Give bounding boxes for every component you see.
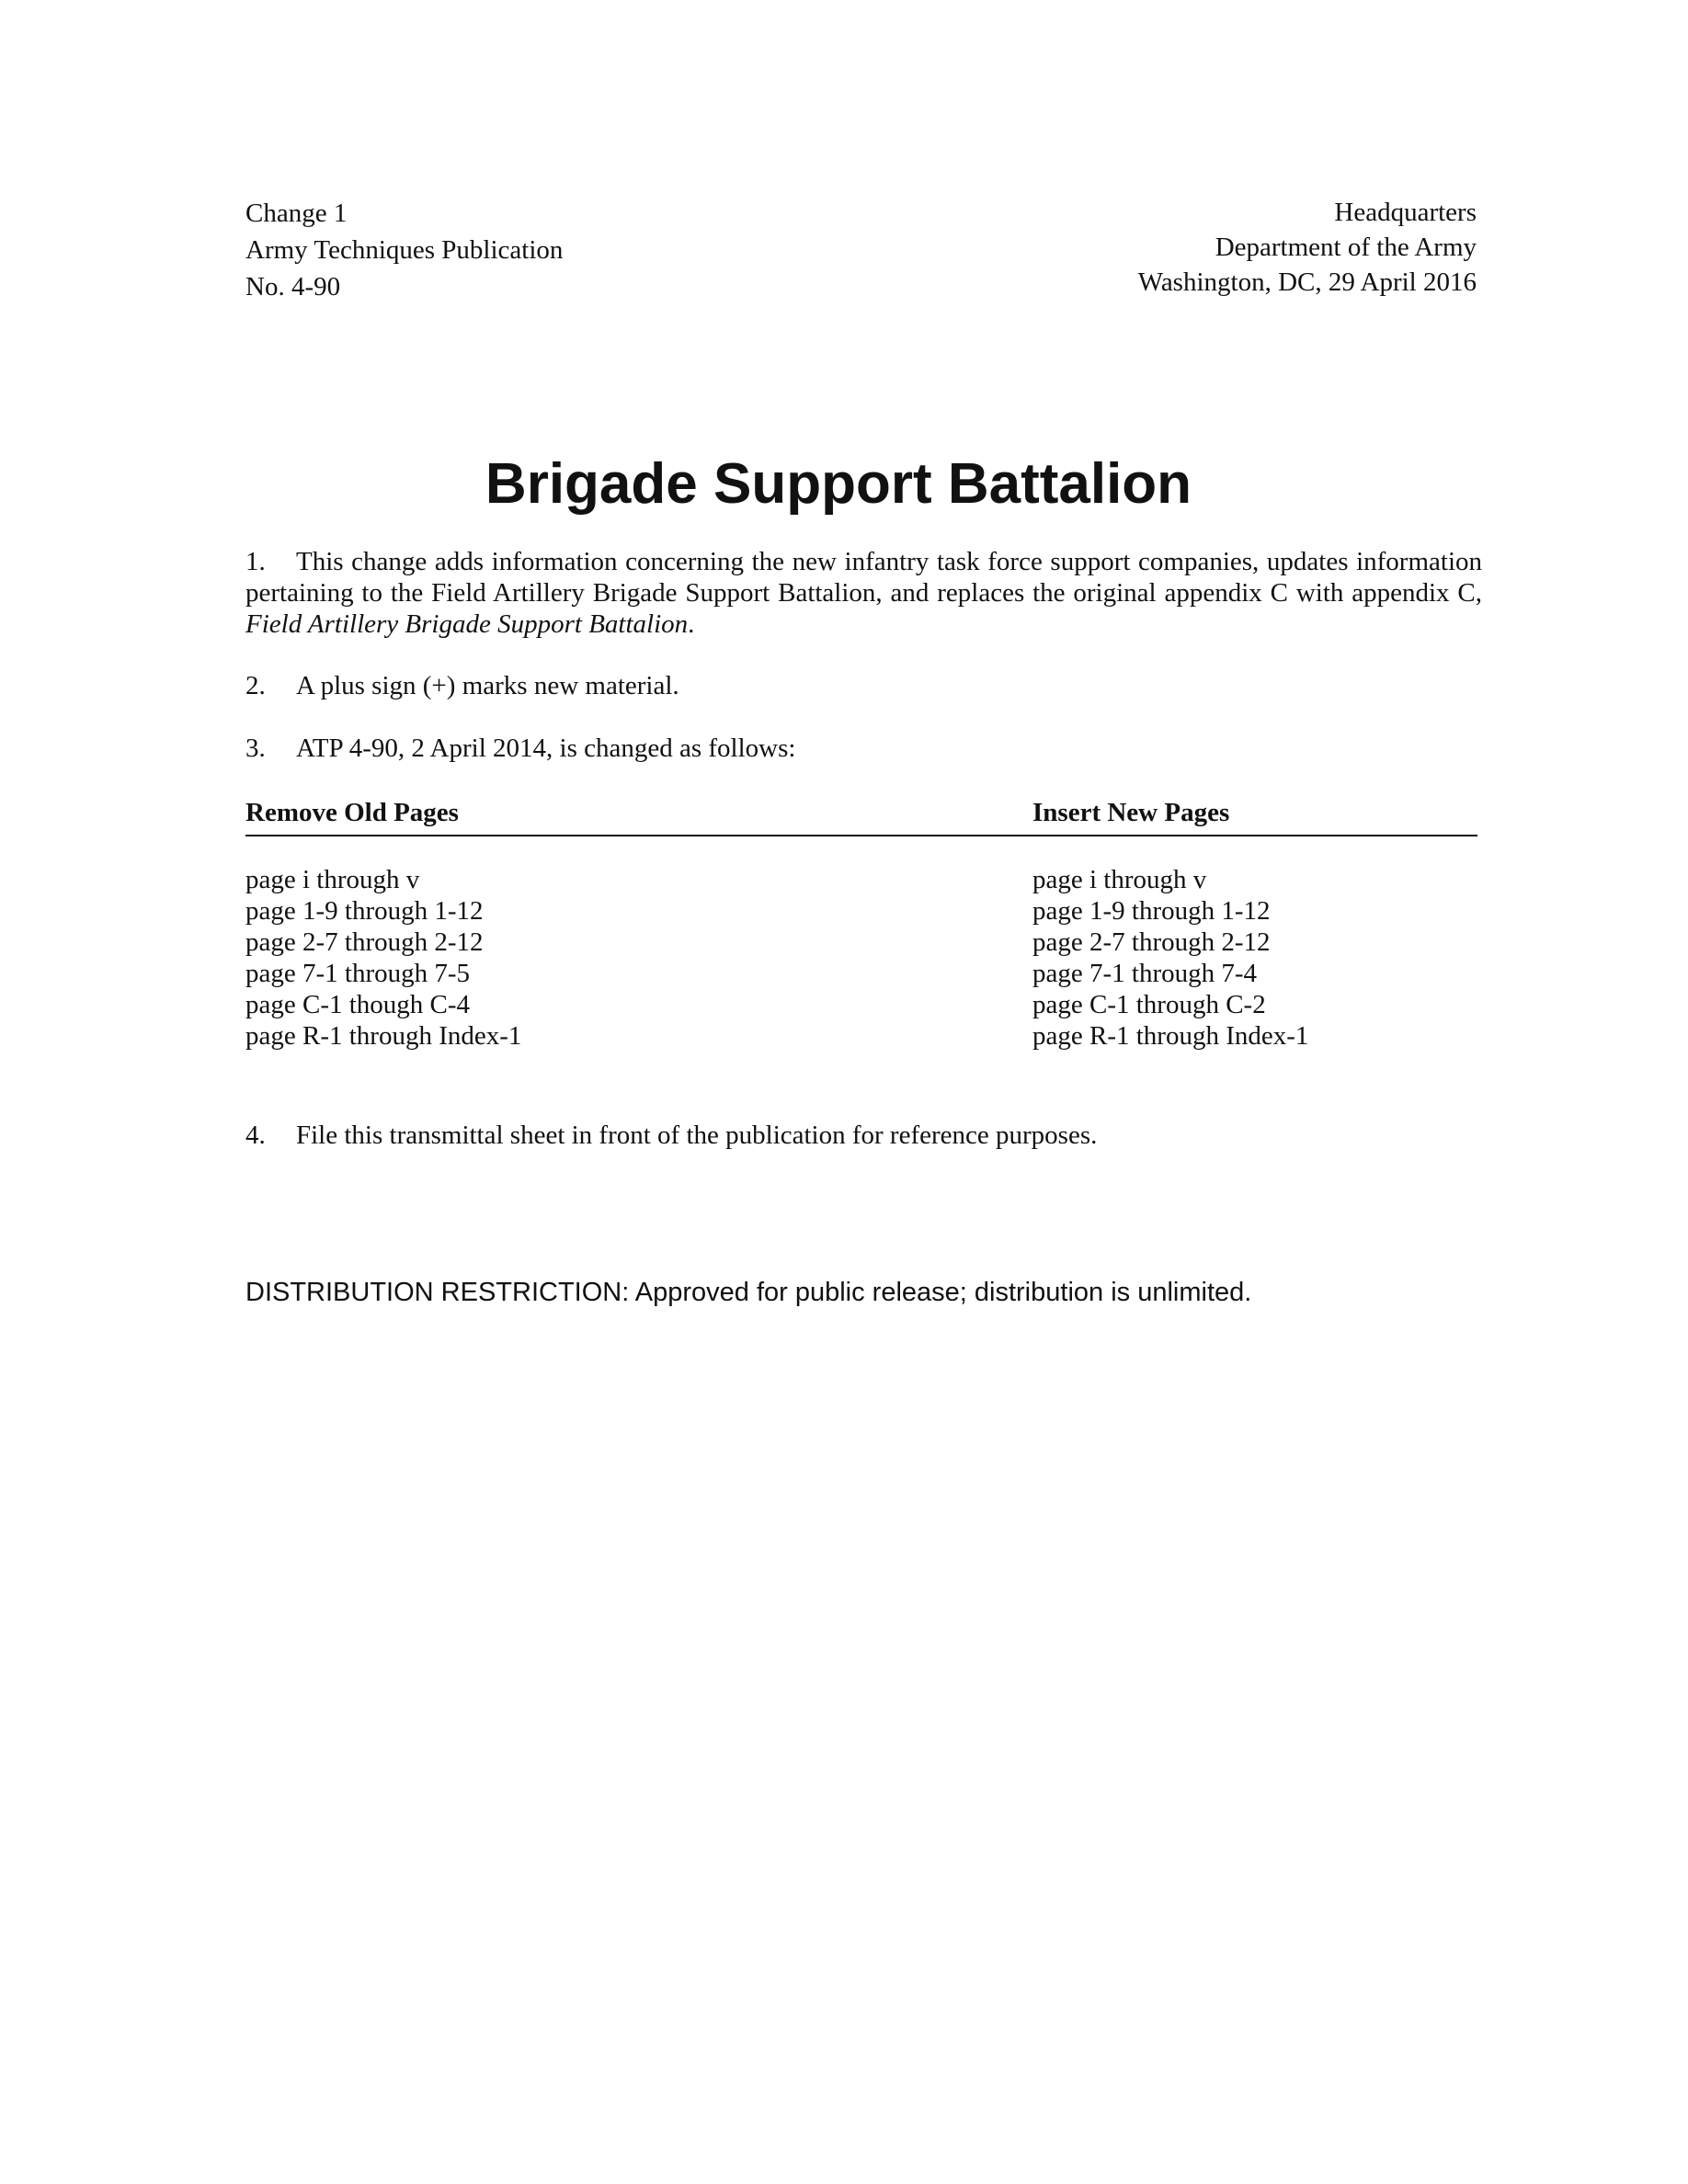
headquarters-label: Headquarters [1334, 198, 1477, 227]
table-row [245, 989, 1477, 1020]
remove-pages-cell: page i through v [245, 865, 420, 894]
distribution-restriction: DISTRIBUTION RESTRICTION: Approved for public release; distribution is unlimited. [245, 1278, 1252, 1307]
location-date: Washington, DC, 29 April 2016 [1137, 267, 1477, 297]
issuing-authority [1138, 195, 1477, 300]
paragraph-2 [245, 670, 1482, 701]
remove-pages-cell: page 2-7 through 2-12 [245, 927, 484, 957]
table-header-row [245, 798, 1477, 836]
insert-pages-cell: page R-1 through Index-1 [1032, 1021, 1309, 1051]
publication-identifier [245, 195, 563, 305]
paragraph-number: 2. [245, 671, 266, 700]
insert-pages-cell: page 2-7 through 2-12 [1032, 927, 1271, 957]
table-row [245, 1020, 1477, 1052]
remove-pages-cell: page R-1 through Index-1 [245, 1021, 522, 1051]
paragraph-text: A plus sign (+) marks new material. [296, 671, 679, 700]
insert-pages-header: Insert New Pages [1032, 798, 1230, 827]
paragraph-number: 4. [245, 1120, 266, 1150]
paragraph-text: This change adds information concerning the new infantry task force support companies, updates information pertaining to the Field Artillery Brigade Support Battalion, and replaces the original appendix C with appendix C, [245, 547, 1482, 608]
insert-pages-cell: page 7-1 through 7-4 [1032, 959, 1258, 988]
publication-number: No. 4-90 [245, 272, 341, 301]
table-body [245, 864, 1477, 1052]
paragraph-4 [245, 1120, 1482, 1151]
change-number: Change 1 [245, 199, 348, 228]
appendix-title: Field Artillery Brigade Support Battalion [245, 609, 689, 639]
insert-pages-cell: page 1-9 through 1-12 [1032, 896, 1271, 926]
paragraph-number: 3. [245, 734, 266, 763]
table-row [245, 927, 1477, 958]
paragraph-3 [245, 733, 1482, 764]
paragraph-text: ATP 4-90, 2 April 2014, is changed as follows: [296, 734, 796, 763]
document-title-text: Brigade Support Battalion [485, 452, 1192, 516]
table-row [245, 958, 1477, 989]
remove-pages-cell: page 7-1 through 7-5 [245, 959, 471, 988]
table-row [245, 864, 1477, 895]
paragraph-1 [245, 546, 1482, 640]
department-label: Department of the Army [1215, 233, 1477, 262]
paragraph-end: . [688, 609, 695, 639]
pages-change-table [245, 798, 1477, 1051]
remove-pages-cell: page 1-9 through 1-12 [245, 896, 484, 926]
table-row [245, 895, 1477, 927]
remove-pages-header: Remove Old Pages [245, 798, 459, 827]
remove-pages-cell: page C-1 though C-4 [245, 990, 471, 1019]
publication-type: Army Techniques Publication [245, 235, 564, 265]
paragraph-number: 1. [245, 547, 266, 576]
paragraph-text: File this transmittal sheet in front of the publication for reference purposes. [296, 1120, 1098, 1150]
insert-pages-cell: page C-1 through C-2 [1032, 990, 1266, 1019]
insert-pages-cell: page i through v [1032, 865, 1207, 894]
document-title [0, 448, 1688, 521]
